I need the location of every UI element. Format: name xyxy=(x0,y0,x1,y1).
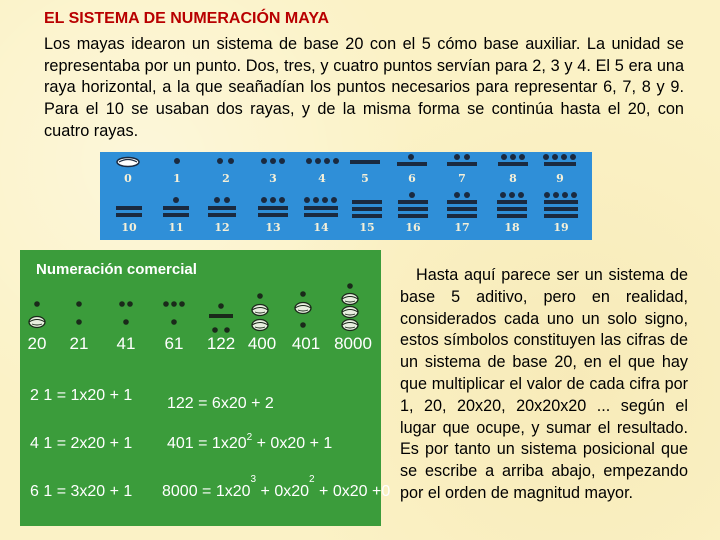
dot-glyph xyxy=(501,154,507,160)
bar-glyph xyxy=(447,214,477,218)
dot-glyph xyxy=(552,154,558,160)
shell-icon xyxy=(29,317,45,328)
dot-glyph xyxy=(304,197,310,203)
dot-glyph xyxy=(171,319,177,325)
bar-glyph xyxy=(163,213,189,217)
numeral-label: 12 xyxy=(214,221,230,234)
numeral-label: 0 xyxy=(124,172,132,185)
dot-glyph xyxy=(333,158,339,164)
bar-glyph xyxy=(304,206,338,210)
dot-glyph xyxy=(315,158,321,164)
equation-8000-part3: + 0x20 +0 xyxy=(314,483,391,500)
dot-glyph xyxy=(214,197,220,203)
dot-glyph xyxy=(119,301,125,307)
explanation-paragraph: Hasta aquí parece ser un sistema de base 5 aditivo, pero en realidad, considerados cada uno un solo signo, estos símbolos constituyen las cifras de un sistema de base 20, en el que hay que multiplicar el valor de cada cifra por 1, 20, 20x20, 20x20x20 ... según el lugar que ocupe, y sumar el resultado. Es por tanto un sistema posicional que se escribe a arriba abajo, empezando por el orden de magnitud mayor. xyxy=(400,266,688,502)
dot-glyph xyxy=(553,192,559,198)
maya-numerals-figure xyxy=(100,152,592,240)
dot-glyph xyxy=(257,293,263,299)
dot-glyph xyxy=(279,158,285,164)
dot-glyph xyxy=(454,154,460,160)
equation-401-part1: 401 = 1x20 xyxy=(167,435,247,452)
equation-8000-exponent-2: 2 xyxy=(309,474,315,485)
dot-glyph xyxy=(324,158,330,164)
dot-glyph xyxy=(76,319,82,325)
shell-icon xyxy=(117,158,139,167)
dot-glyph xyxy=(270,158,276,164)
bar-glyph xyxy=(208,213,236,217)
dot-glyph xyxy=(123,319,129,325)
dot-glyph xyxy=(300,291,306,297)
numeracion-comercial-figure xyxy=(20,250,391,526)
number-label: 401 xyxy=(291,334,321,353)
numeral-label: 3 xyxy=(269,172,277,185)
dot-glyph xyxy=(454,192,460,198)
equation-401-part2: + 0x20 + 1 xyxy=(252,435,333,452)
bar-glyph xyxy=(350,160,380,164)
numerals-row-1-labels xyxy=(124,172,564,185)
dot-glyph xyxy=(300,322,306,328)
bar-glyph xyxy=(304,213,338,217)
equation-8000-part1: 8000 = 1x20 xyxy=(162,483,251,500)
shell-icon xyxy=(295,303,311,314)
intro-paragraph: Los mayas idearon un sistema de base 20 con el 5 cómo base auxiliar. La unidad se representaba por un punto. Dos, tres, y cuatro puntos servían para 2, 3 y 4. El 5 era una raya horizontal, a la que seañadían los puntos necesarios para representar 6, 7, 8 y 9. Para el 10 se usaban dos rayas, y de la misma forma se continúa hasta el 20, con cuatro rayas. xyxy=(44,35,684,140)
dot-glyph xyxy=(509,192,515,198)
number-label: 61 xyxy=(164,334,184,353)
dot-glyph xyxy=(464,154,470,160)
dot-glyph xyxy=(224,197,230,203)
bar-glyph xyxy=(397,162,427,166)
bar-glyph xyxy=(447,200,477,204)
number-label: 41 xyxy=(116,334,136,353)
numeral-label: 13 xyxy=(265,221,281,234)
numeral-label: 7 xyxy=(458,172,466,185)
bar-glyph xyxy=(398,214,428,218)
dot-glyph xyxy=(347,283,353,289)
number-label: 8000 xyxy=(334,334,372,353)
dot-glyph xyxy=(518,192,524,198)
dot-glyph xyxy=(171,301,177,307)
bar-glyph xyxy=(352,200,382,204)
bar-glyph xyxy=(258,206,288,210)
shell-icon xyxy=(342,294,358,305)
equation-21: 2 1 = 1x20 + 1 xyxy=(30,387,133,404)
shell-icon xyxy=(342,307,358,318)
numeral-label: 9 xyxy=(556,172,564,185)
bar-glyph xyxy=(163,206,189,210)
numerals-row-2-labels xyxy=(121,221,568,234)
equation-41: 4 1 = 2x20 + 1 xyxy=(30,435,133,452)
dot-glyph xyxy=(519,154,525,160)
dot-glyph xyxy=(561,154,567,160)
shell-icon xyxy=(252,305,268,316)
bar-glyph xyxy=(497,214,527,218)
bar-glyph xyxy=(398,207,428,211)
numeral-label: 8 xyxy=(509,172,517,185)
numeral-label: 18 xyxy=(504,221,520,234)
numeral-label: 1 xyxy=(173,172,181,185)
dot-glyph xyxy=(270,197,276,203)
dot-glyph xyxy=(562,192,568,198)
dot-glyph xyxy=(571,192,577,198)
bar-glyph xyxy=(447,207,477,211)
dot-glyph xyxy=(228,158,234,164)
equation-8000-part2: + 0x20 xyxy=(256,483,310,500)
equation-8000 xyxy=(162,474,390,500)
equation-8000-exponent-1: 3 xyxy=(250,474,257,485)
dot-glyph xyxy=(224,327,230,333)
bar-glyph xyxy=(498,162,528,166)
dot-glyph xyxy=(331,197,337,203)
dot-glyph xyxy=(261,197,267,203)
dot-glyph xyxy=(217,158,223,164)
dot-glyph xyxy=(306,158,312,164)
bar-glyph xyxy=(544,214,578,218)
equation-401 xyxy=(167,432,332,452)
number-label: 400 xyxy=(247,334,277,353)
dot-glyph xyxy=(544,192,550,198)
bar-glyph xyxy=(544,162,576,166)
bar-glyph xyxy=(544,207,578,211)
comercial-title: Numeración comercial xyxy=(36,261,197,278)
number-label: 21 xyxy=(69,334,89,353)
dot-glyph xyxy=(127,301,133,307)
numeral-label: 16 xyxy=(405,221,421,234)
dot-glyph xyxy=(322,197,328,203)
bar-glyph xyxy=(209,314,233,318)
bar-glyph xyxy=(447,162,477,166)
bar-glyph xyxy=(258,213,288,217)
numeral-label: 17 xyxy=(454,221,470,234)
number-label: 20 xyxy=(27,334,47,353)
dot-glyph xyxy=(313,197,319,203)
shell-icon xyxy=(342,320,358,331)
numeral-label: 14 xyxy=(313,221,329,234)
dot-glyph xyxy=(464,192,470,198)
bar-glyph xyxy=(208,206,236,210)
dot-glyph xyxy=(500,192,506,198)
dot-glyph xyxy=(543,154,549,160)
dot-glyph xyxy=(34,301,40,307)
numerals-row-1 xyxy=(117,154,576,167)
numeral-label: 11 xyxy=(168,221,184,234)
numeral-label: 10 xyxy=(121,221,137,234)
dot-glyph xyxy=(409,192,415,198)
numeral-label: 15 xyxy=(359,221,375,234)
dot-glyph xyxy=(218,303,224,309)
dot-glyph xyxy=(76,301,82,307)
numeral-label: 19 xyxy=(553,221,569,234)
dot-glyph xyxy=(510,154,516,160)
bar-glyph xyxy=(352,214,382,218)
dot-glyph xyxy=(174,158,180,164)
bar-glyph xyxy=(497,200,527,204)
shell-icon xyxy=(252,320,268,331)
equation-122: 122 = 6x20 + 2 xyxy=(167,395,274,412)
bar-glyph xyxy=(544,200,578,204)
bar-glyph xyxy=(497,207,527,211)
numeral-label: 2 xyxy=(222,172,230,185)
numerals-row-2 xyxy=(116,192,578,218)
dot-glyph xyxy=(163,301,169,307)
dot-glyph xyxy=(570,154,576,160)
number-label: 122 xyxy=(206,334,236,353)
bar-glyph xyxy=(116,206,142,210)
numeral-label: 5 xyxy=(361,172,369,185)
dot-glyph xyxy=(179,301,185,307)
equation-401-exponent: 2 xyxy=(246,432,253,443)
page-title: EL SISTEMA DE NUMERACIÓN MAYA xyxy=(44,10,330,27)
numeral-label: 6 xyxy=(408,172,416,185)
dot-glyph xyxy=(408,154,414,160)
dot-glyph xyxy=(279,197,285,203)
dot-glyph xyxy=(173,197,179,203)
bar-glyph xyxy=(116,213,142,217)
equation-61: 6 1 = 3x20 + 1 xyxy=(30,483,133,500)
numeral-label: 4 xyxy=(318,172,326,185)
bar-glyph xyxy=(352,207,382,211)
dot-glyph xyxy=(261,158,267,164)
bar-glyph xyxy=(398,200,428,204)
dot-glyph xyxy=(212,327,218,333)
